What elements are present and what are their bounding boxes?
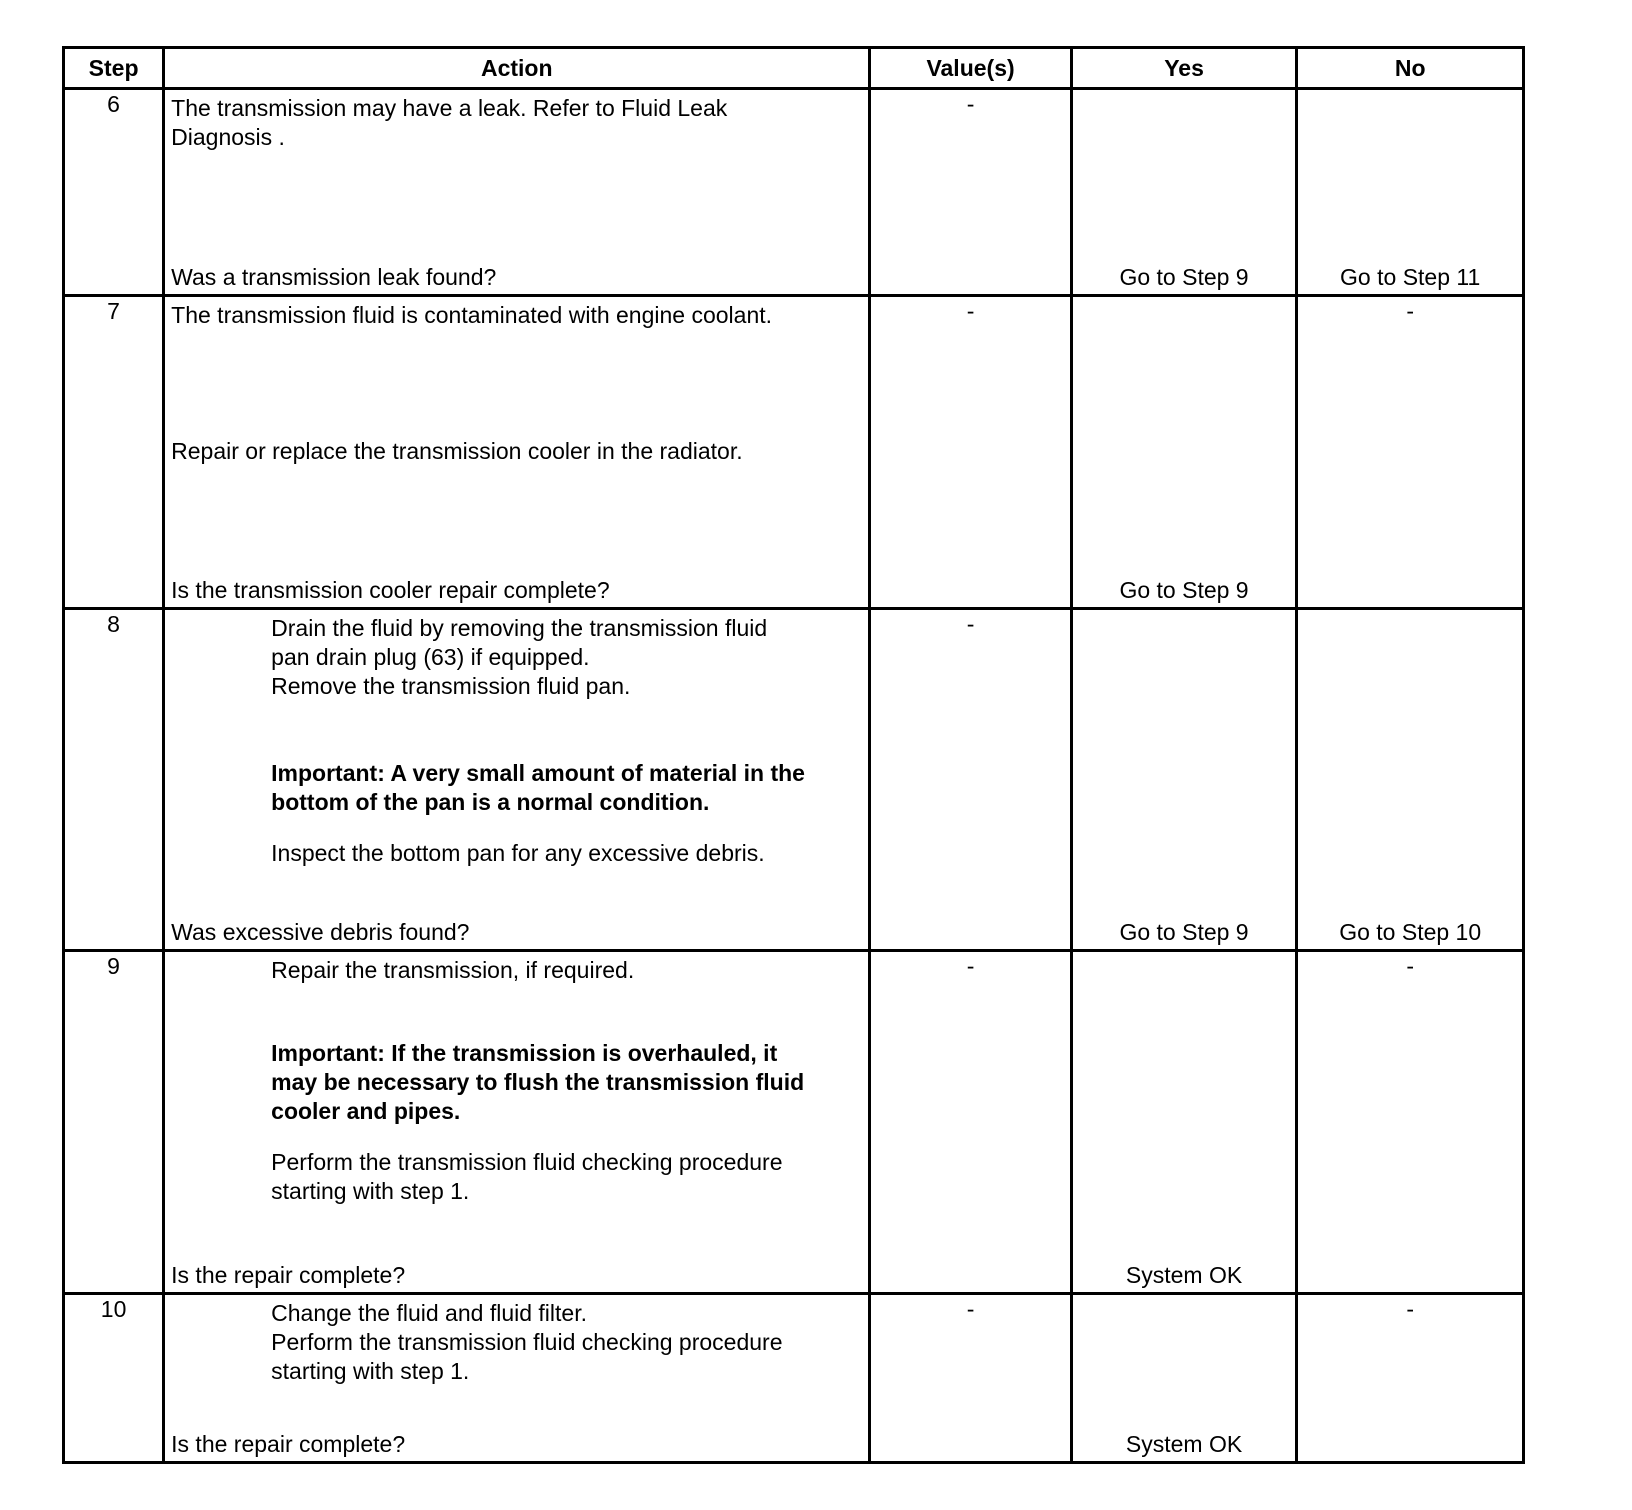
header-action: Action [164,48,870,89]
no-cell [1297,89,1524,296]
no-result: Go to Step 11 [1340,264,1481,290]
yes-cell [1071,296,1297,609]
yes-cell [1071,951,1297,1294]
no-result: - [1297,296,1524,609]
header-no: No [1297,48,1524,89]
diagnostic-table [62,46,1525,1464]
value-cell: - [870,951,1071,1294]
yes-result: System OK [1125,1431,1243,1457]
yes-result: Go to Step 9 [1119,919,1249,945]
action-line: Perform the transmission fluid checking procedure [271,1329,783,1355]
no-cell [1297,609,1524,951]
no-result: - [1297,951,1524,1294]
no-result: Go to Step 10 [1339,919,1482,945]
value-cell: - [870,89,1071,296]
action-line: Change the fluid and fluid filter. [271,1300,587,1326]
step-number: 10 [64,1294,164,1463]
value-cell: - [870,609,1071,951]
action-line: starting with step 1. [271,1178,470,1204]
action-line: pan drain plug (63) if equipped. [271,644,590,670]
action-line: starting with step 1. [271,1358,470,1384]
important-note: may be necessary to flush the transmission fluid [271,1069,805,1095]
yes-result: Go to Step 9 [1119,264,1249,290]
header-values: Value(s) [870,48,1071,89]
step-number: 6 [64,89,164,296]
yes-result: System OK [1125,1262,1243,1288]
action-line: Drain the fluid by removing the transmission fluid [271,615,768,641]
table-row-step-6 [64,89,1524,296]
yes-cell [1071,1294,1297,1463]
action-cell [164,609,870,951]
action-line: Inspect the bottom pan for any excessive debris. [271,840,765,866]
action-question: Is the repair complete? [171,1262,406,1288]
action-line: Repair or replace the transmission cooler in the radiator. [171,438,743,464]
action-cell [164,89,870,296]
step-number: 9 [64,951,164,1294]
action-question: Is the repair complete? [171,1431,406,1457]
table-row-step-9 [64,951,1524,1294]
step-number: 8 [64,609,164,951]
no-result: - [1297,1294,1524,1463]
action-question: Was excessive debris found? [171,919,470,945]
action-question: Was a transmission leak found? [171,264,497,290]
table-row-step-10 [64,1294,1524,1463]
value-cell: - [870,1294,1071,1463]
action-line: Repair the transmission, if required. [271,957,635,983]
action-line: Perform the transmission fluid checking procedure [271,1149,783,1175]
header-yes: Yes [1071,48,1297,89]
action-line: Remove the transmission fluid pan. [271,673,631,699]
important-note: Important: A very small amount of material in the [271,760,805,786]
table-row-step-7 [64,296,1524,609]
action-cell [164,1294,870,1463]
header-row [64,48,1524,89]
yes-cell [1071,609,1297,951]
action-cell [164,296,870,609]
action-line: The transmission fluid is contaminated with engine coolant. [171,302,773,328]
action-line: Diagnosis . [171,124,285,150]
value-cell: - [870,296,1071,609]
header-step: Step [64,48,164,89]
yes-result: Go to Step 9 [1119,577,1249,603]
action-line: The transmission may have a leak. Refer to Fluid Leak [171,95,728,121]
step-number: 7 [64,296,164,609]
important-note: Important: If the transmission is overhauled, it [271,1040,778,1066]
table-row-step-8 [64,609,1524,951]
action-question: Is the transmission cooler repair complete? [171,577,610,603]
important-note: bottom of the pan is a normal condition. [271,789,710,815]
action-cell [164,951,870,1294]
yes-cell [1071,89,1297,296]
important-note: cooler and pipes. [271,1098,461,1124]
